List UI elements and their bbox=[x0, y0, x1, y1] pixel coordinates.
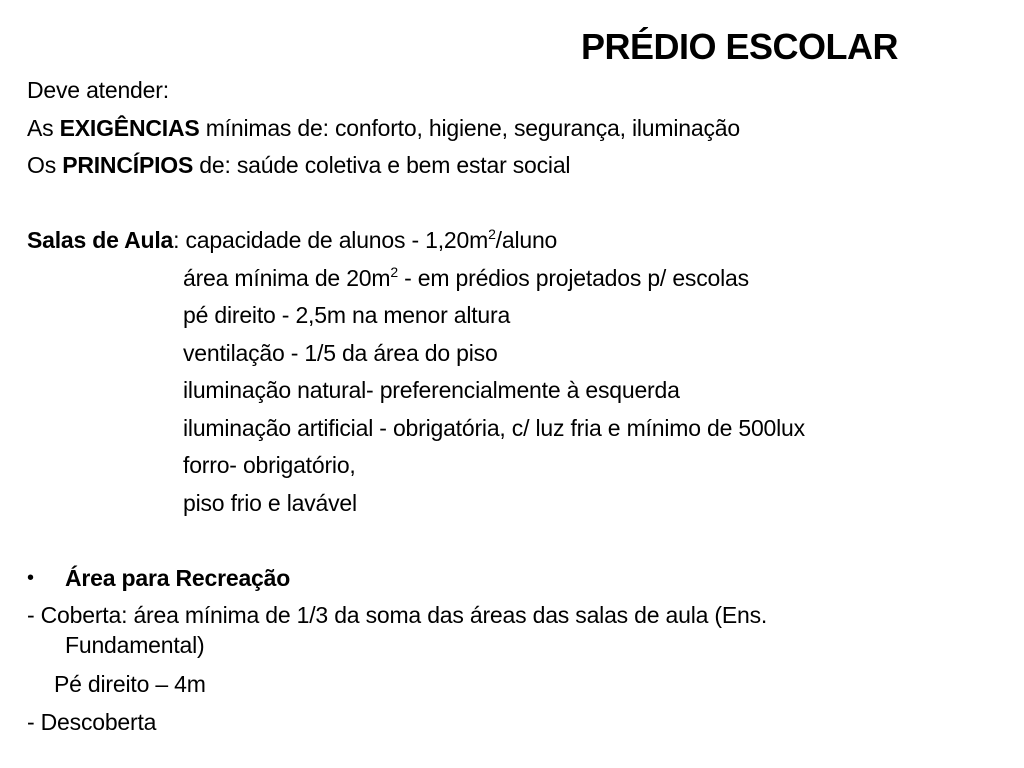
salas-item: iluminação artificial - obrigatória, c/ luz fria e mínimo de 500lux bbox=[183, 415, 805, 441]
exigencias-rest: mínimas de: conforto, higiene, segurança, iluminação bbox=[199, 115, 740, 141]
salas-item: forro- obrigatório, bbox=[183, 452, 356, 478]
intro-deve-atender-text: Deve atender: bbox=[27, 77, 169, 103]
recreacao-pe-direito: Pé direito – 4m bbox=[54, 671, 206, 697]
salas-item: iluminação natural- preferencialmente à esquerda bbox=[183, 377, 680, 403]
principios-rest: de: saúde coletiva e bem estar social bbox=[193, 152, 571, 178]
salas-capacidade-sup: 2 bbox=[488, 226, 496, 242]
salas-area-sup: 2 bbox=[390, 264, 398, 280]
salas-area-text: área mínima de 20m bbox=[183, 265, 391, 291]
salas-item: ventilação - 1/5 da área do piso bbox=[183, 340, 498, 366]
salas-area-tail: - em prédios projetados p/ escolas bbox=[397, 265, 749, 291]
slide-title: PRÉDIO ESCOLAR bbox=[581, 26, 899, 67]
intro-line-deve-atender bbox=[27, 76, 169, 104]
exigencias-prefix: As bbox=[27, 115, 60, 141]
recreacao-heading: Área para Recreação bbox=[65, 565, 291, 591]
intro-line-exigencias bbox=[27, 114, 740, 142]
principios-prefix: Os bbox=[27, 152, 63, 178]
recreacao-coberta-line1: - Coberta: área mínima de 1/3 da soma das áreas das salas de aula (Ens. bbox=[27, 602, 768, 628]
recreacao-descoberta: - Descoberta bbox=[27, 709, 157, 735]
recreacao-bullet: • bbox=[27, 567, 35, 589]
salas-item: piso frio e lavável bbox=[183, 490, 357, 516]
salas-capacidade-tail: /aluno bbox=[495, 227, 558, 253]
principios-bold: PRINCÍPIOS bbox=[62, 152, 194, 178]
intro-line-principios bbox=[27, 151, 570, 179]
exigencias-bold: EXIGÊNCIAS bbox=[59, 115, 200, 141]
salas-area-line bbox=[183, 264, 749, 292]
salas-heading: Salas de Aula bbox=[27, 227, 174, 253]
salas-capacidade-line bbox=[27, 226, 557, 254]
recreacao-coberta-line2: Fundamental) bbox=[65, 632, 205, 658]
salas-item: pé direito - 2,5m na menor altura bbox=[183, 302, 511, 328]
salas-capacidade-text: : capacidade de alunos - 1,20m bbox=[173, 227, 489, 253]
